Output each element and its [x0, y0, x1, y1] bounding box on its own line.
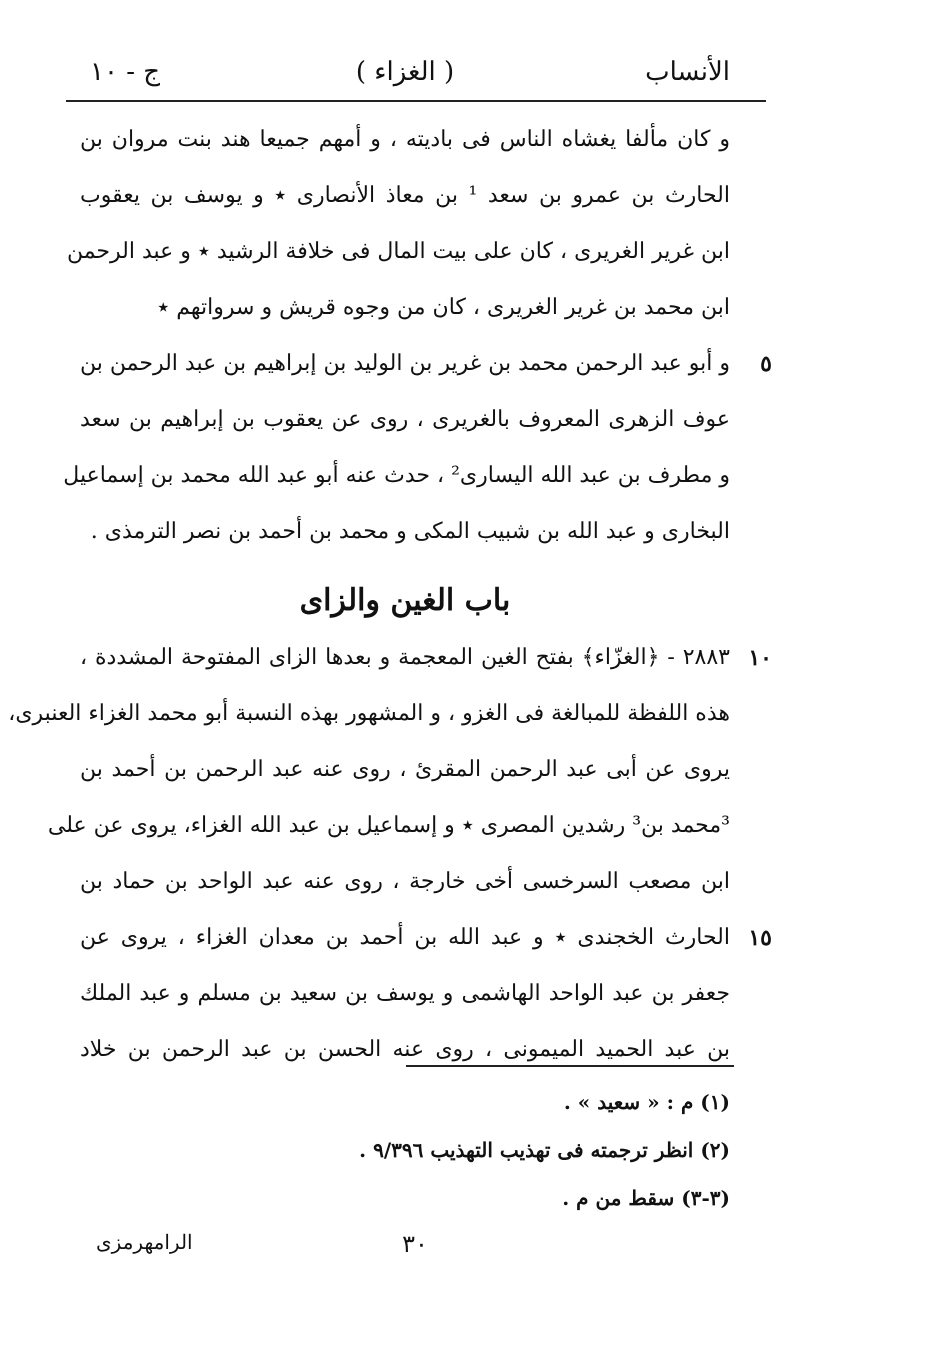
text-line-numbered — [80, 336, 772, 392]
line-number: ١٥ — [748, 925, 772, 951]
footnote-rule — [406, 1065, 734, 1067]
paragraph-2 — [8, 630, 772, 1078]
paragraph-1 — [63, 112, 772, 560]
text-line: الحارث بن عمرو بن سعد ¹ بن معاذ الأنصارى ٭ و يوسف بن يعقوب — [80, 183, 730, 208]
text-line: عوف الزهرى المعروف بالغريرى ، روى عن يعقوب بن إبراهيم بن سعد — [80, 407, 730, 432]
text-line-numbered — [80, 910, 772, 966]
text-line: ³محمد بن³ رشدين المصرى ٭ و إسماعيل بن عبد الله الغزاء، يروى عن على — [47, 813, 730, 838]
page-number: ٣٠ — [402, 1230, 428, 1258]
text-line: و كان مألفا يغشاه الناس فى باديته ، و أمهم جميعا هند بنت مروان بن — [80, 127, 730, 152]
header-book-title: الأنساب — [645, 57, 730, 87]
line-number: ٥ — [760, 351, 772, 377]
text-line: ابن غرير الغريرى ، كان على بيت المال فى خلافة الرشيد ٭ و عبد الرحمن — [66, 239, 730, 264]
running-header — [80, 52, 730, 92]
header-entry-title: ( الغزاء ) — [355, 57, 455, 87]
text-line: هذه اللفظة للمبالغة فى الغزو ، و المشهور بهذه النسبة أبو محمد الغزاء العنبرى، — [8, 701, 730, 726]
line-number: ١٠ — [748, 645, 772, 671]
text-line: بن عبد الحميد الميمونى ، روى عنه الحسن بن عبد الرحمن بن خلاد — [80, 1037, 730, 1062]
line-text: الحارث الخجندى ٭ و عبد الله بن أحمد بن معدان الغزاء ، يروى عن — [80, 925, 730, 950]
header-rule — [66, 100, 766, 102]
footnote: (٢) انظر ترجمته فى تهذيب التهذيب ٩/٣٩٦ . — [359, 1138, 730, 1162]
text-line: ابن مصعب السرخسى أخى خارجة ، روى عنه عبد الواحد بن حماد بن — [80, 869, 730, 894]
section-heading: باب الغين والزاى — [299, 583, 511, 618]
printer-signature: الرامهرمزى — [96, 1230, 193, 1254]
footnote: (١) م : « سعيد » . — [563, 1090, 730, 1114]
footnote: (٣-٣) سقط من م . — [562, 1186, 730, 1210]
footnotes — [80, 1078, 730, 1222]
text-line: جعفر بن عبد الواحد الهاشمى و يوسف بن سعيد بن مسلم و عبد الملك — [80, 981, 730, 1006]
line-text: و أبو عبد الرحمن محمد بن غرير بن الوليد بن إبراهيم بن عبد الرحمن بن — [80, 351, 730, 376]
header-volume: ج - ١٠ — [90, 57, 161, 87]
text-line: البخارى و عبد الله بن شبيب المكى و محمد بن أحمد بن نصر الترمذى . — [90, 519, 730, 544]
line-text: ٢٨٨٣ - ﴿الغزّاء﴾ بفتح الغين المعجمة و بعدها الزاى المفتوحة المشددة ، — [80, 645, 730, 670]
text-line: يروى عن أبى عبد الرحمن المقرئ ، روى عنه عبد الرحمن بن أحمد بن — [80, 757, 730, 782]
text-line-numbered — [80, 630, 772, 686]
text-line: و مطرف بن عبد الله اليسارى² ، حدث عنه أبو عبد الله محمد بن إسماعيل — [63, 463, 730, 488]
text-line: ابن محمد بن غرير الغريرى ، كان من وجوه قريش و سرواتهم ٭ — [157, 295, 730, 320]
